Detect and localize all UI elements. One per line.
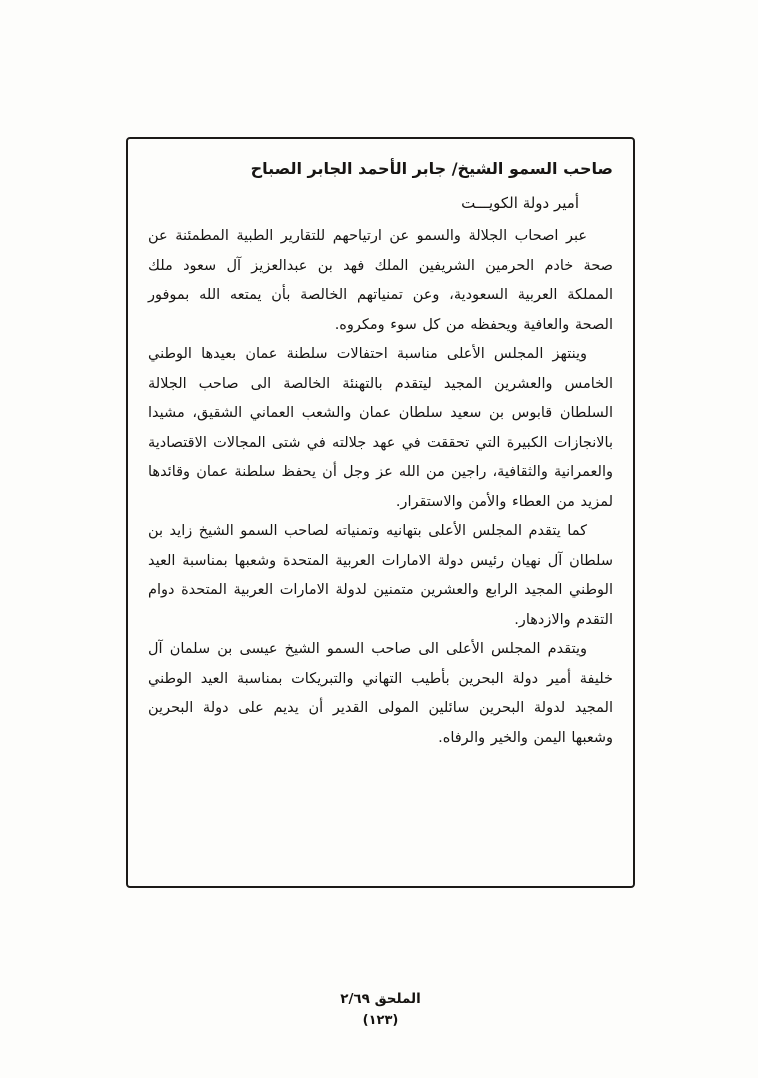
paragraph-oman-national-day: وينتهز المجلس الأعلى مناسبة احتفالات سلطنة عمان بعيدها الوطني الخامس والعشرين المجيد ليتقدم بالتهنئة الخالصة الى صاحب الجلالة السلطان قابوس بن سعيد سلطان عمان والشعب العماني الشقيق، مشيدا بالانجازات الكبيرة التي تحققت في عهد جلالته في شتى المجالات الاقتصادية والعمرانية والثقافية، راجين من الله عز وجل أن يحفظ سلطنة عمان وقائدها لمزيد من العطاء والأمن والاستقرار. <box>148 346 613 510</box>
title-line: أمير دولة الكويـــت <box>461 194 579 212</box>
paragraph-uae-national-day: كما يتقدم المجلس الأعلى بتهانيه وتمنياته لصاحب السمو الشيخ زايد بن سلطان آل نهيان رئيس دولة الامارات العربية المتحدة وشعبها بمناسبة العيد الوطني المجيد الرابع والعشرين متمنين لدولة الامارات العربية المتحدة دوام التقدم والازدهار. <box>148 523 613 628</box>
paragraph-health-report: عبر اصحاب الجلالة والسمو عن ارتياحهم للتقارير الطبية المطمئنة عن صحة خادم الحرمين الشريفين الملك فهد بن عبدالعزيز آل سعود ملك المملكة العربية السعودية، وعن تمنياتهم الخالصة بأن يمتعه الله بموفور الصحة والعافية ويحفظه من كل سوء ومكروه. <box>148 228 613 333</box>
appendix-label: الملحق ٢/٦٩ <box>340 991 421 1007</box>
paragraph-bahrain-national-day: ويتقدم المجلس الأعلى الى صاحب السمو الشيخ عيسى بن سلمان آل خليفة أمير دولة البحرين بأطيب التهاني والتبريكات بمناسبة العيد الوطني المجيد لدولة البحرين سائلين المولى القدير أن يديم على دولة البحرين وشعبها اليمن والخير والرفاه. <box>148 641 613 746</box>
page-number: (١٢٣) <box>362 1013 399 1028</box>
document-border-frame <box>126 137 635 888</box>
salutation-line: صاحب السمو الشيخ/ جابر الأحمد الجابر الصباح <box>250 159 613 178</box>
